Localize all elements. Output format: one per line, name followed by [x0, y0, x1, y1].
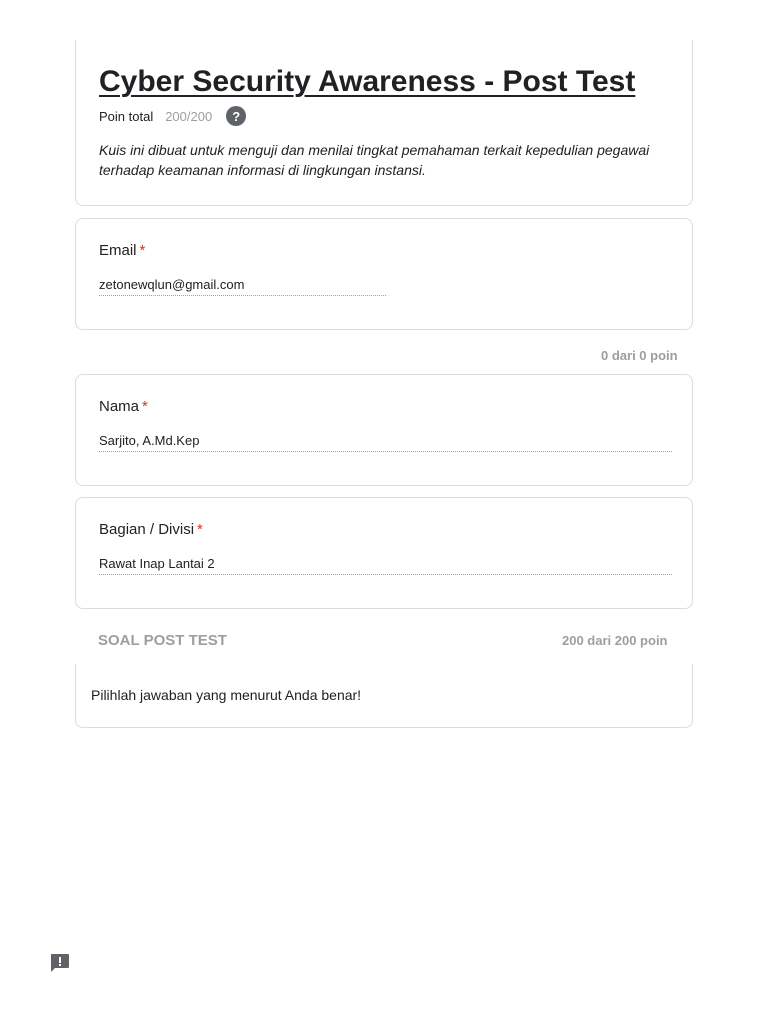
total-points-row	[99, 106, 246, 126]
form-header-card	[75, 40, 693, 206]
section-title: SOAL POST TEST	[98, 632, 227, 649]
email-label-text: Email	[99, 242, 137, 259]
question-score-label: 0 dari 0 poin	[601, 348, 678, 363]
email-answer: zetonewqlun@gmail.com	[99, 277, 386, 296]
form-title: Cyber Security Awareness - Post Test	[99, 65, 636, 98]
nama-question-card	[75, 374, 693, 486]
required-asterisk: *	[142, 398, 148, 415]
bagian-answer: Rawat Inap Lantai 2	[99, 556, 672, 575]
total-points-label: Poin total	[99, 108, 154, 124]
bagian-label-text: Bagian / Divisi	[99, 521, 195, 538]
bagian-question-card	[75, 497, 693, 609]
required-asterisk: *	[197, 521, 203, 538]
nama-question-label	[99, 398, 148, 415]
form-description: Kuis ini dibuat untuk menguji dan menilai tingkat pemahaman terkait kepedulian pegawai terhadap keamanan informasi di lingkungan instansi.	[99, 142, 650, 178]
nama-label-text: Nama	[99, 398, 140, 415]
nama-answer: Sarjito, A.Md.Kep	[99, 433, 672, 452]
bagian-question-label	[99, 521, 203, 538]
section-description: Pilihlah jawaban yang menurut Anda benar!	[91, 687, 362, 703]
feedback-icon[interactable]	[49, 953, 70, 973]
total-points-value: 200/200	[165, 108, 213, 124]
question-mark-icon[interactable]: ?	[226, 106, 246, 126]
required-asterisk: *	[139, 242, 146, 259]
email-question-card	[75, 218, 693, 330]
section-score-label: 200 dari 200 poin	[562, 633, 668, 648]
email-question-label	[99, 242, 145, 259]
section-card	[75, 664, 693, 728]
